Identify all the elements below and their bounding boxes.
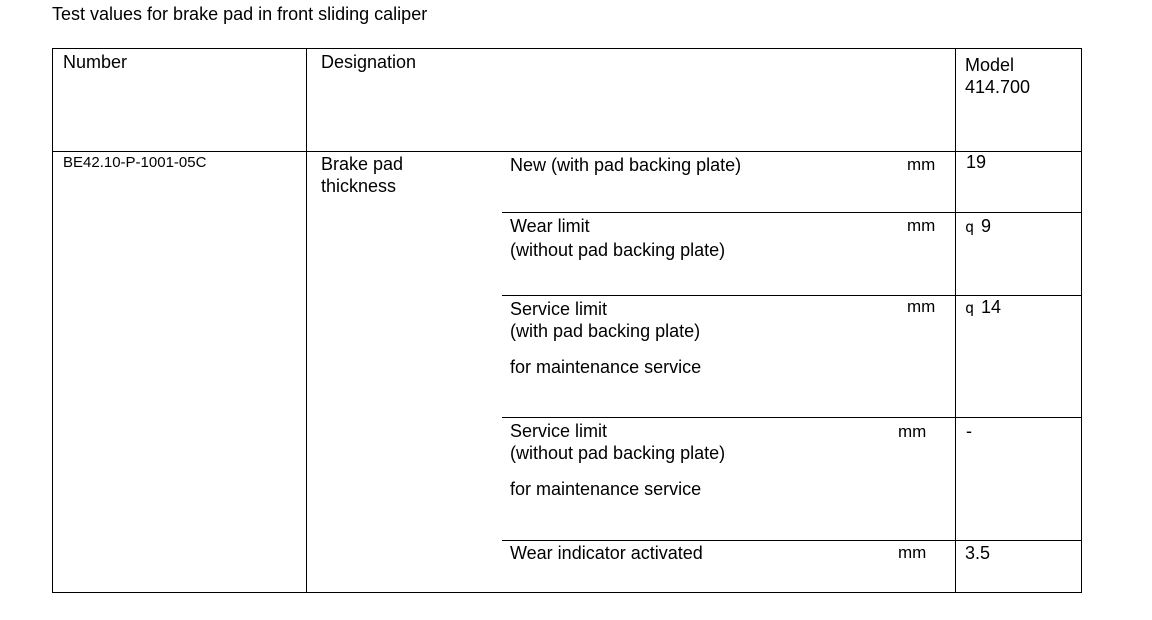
row-5-unit: mm <box>898 543 927 562</box>
row-3-unit: mm <box>907 297 936 316</box>
row-1-value: 19 <box>966 152 987 172</box>
row-4-line-2: (without pad backing plate) <box>510 443 726 463</box>
document-title: Test values for brake pad in front sliding caliper <box>52 4 428 24</box>
row-3-number: 14 <box>981 297 1002 317</box>
row-divider-4 <box>502 540 1082 541</box>
row-divider-1 <box>502 212 1082 213</box>
column-divider-model <box>955 48 956 593</box>
row-2-line-1: Wear limit <box>510 216 590 236</box>
designation-line-1: Brake pad <box>321 154 404 174</box>
header-designation: Designation <box>321 52 417 72</box>
row-3-value <box>965 296 1001 319</box>
row-5-value: 3.5 <box>965 543 991 563</box>
row-4-line-3: for maintenance service <box>510 479 702 499</box>
row-4-description <box>510 420 725 500</box>
q-icon: q <box>965 299 975 317</box>
row-3-description <box>510 298 701 378</box>
row-4-value: - <box>966 421 972 441</box>
row-1-description: New (with pad backing plate) <box>510 155 742 175</box>
header-number: Number <box>63 52 128 72</box>
row-3-line-2: (with pad backing plate) <box>510 321 701 341</box>
row-5-description: Wear indicator activated <box>510 543 703 563</box>
row-divider-3 <box>502 417 1082 418</box>
row-3-line-3: for maintenance service <box>510 357 702 377</box>
row-2-description <box>510 215 725 261</box>
q-icon: q <box>965 218 975 236</box>
designation-line-2: thickness <box>321 176 397 196</box>
column-divider-number <box>306 48 307 593</box>
document-number: BE42.10-P-1001-05C <box>63 154 207 171</box>
row-2-unit: mm <box>907 216 936 235</box>
row-4-unit: mm <box>898 422 927 441</box>
row-3-line-1: Service limit <box>510 299 608 319</box>
row-1-unit: mm <box>907 155 936 174</box>
header-model <box>965 54 1030 98</box>
row-2-value <box>965 215 991 238</box>
row-4-line-1: Service limit <box>510 421 608 441</box>
row-2-line-2: (without pad backing plate) <box>510 240 726 260</box>
header-divider <box>52 151 1082 152</box>
row-2-number: 9 <box>981 216 992 236</box>
designation <box>321 153 403 197</box>
header-model-label: Model <box>965 55 1015 75</box>
header-model-number: 414.700 <box>965 77 1031 97</box>
